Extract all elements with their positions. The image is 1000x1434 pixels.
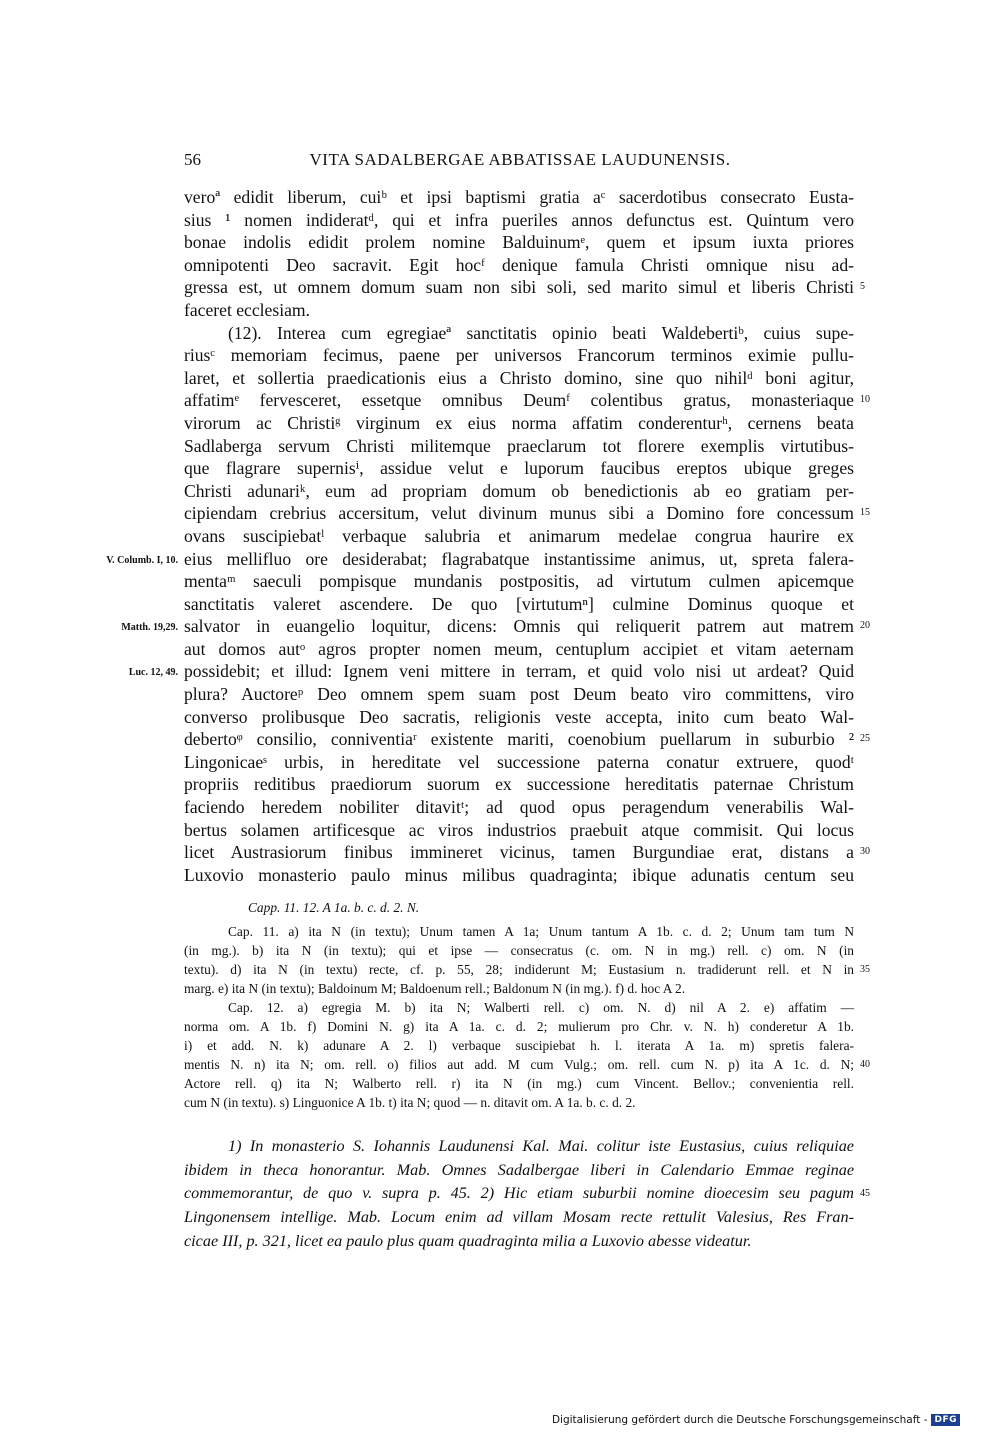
margin-reference: Luc. 12, 49. xyxy=(128,667,178,679)
apparatus-line xyxy=(184,960,870,979)
apparatus-line xyxy=(184,1036,854,1055)
critical-apparatus xyxy=(184,898,870,1112)
text-line xyxy=(184,593,854,616)
text-line xyxy=(184,209,854,232)
apparatus-line-text: Actore rell. q) ita N; Walberto rell. r) ita N (in mg.) cum Vincent. Bellov.; convenientia rell. xyxy=(184,1076,854,1091)
text-line xyxy=(184,367,854,390)
text-line xyxy=(184,254,854,277)
apparatus-line-text: marg. e) ita N (in textu); Baldoinum M; Baldoenum rell.; Baldonum N (in mg.). f) d. hoc A 2. xyxy=(184,981,686,996)
text-line xyxy=(121,615,870,638)
text-line xyxy=(184,570,854,593)
line-number: 15 xyxy=(860,507,870,519)
apparatus-line xyxy=(184,998,854,1017)
text-line-text: Lingonicaeˢ urbis, in hereditate vel successione paterna conatur extruere, quodᵗ xyxy=(184,751,854,772)
apparatus-line xyxy=(184,1055,870,1074)
line-number: 45 xyxy=(860,1188,870,1200)
footnote-line xyxy=(184,1206,854,1230)
apparatus-line-text: Capp. 11. 12. A 1a. b. c. d. 2. N. xyxy=(248,900,420,915)
text-line xyxy=(184,706,854,729)
apparatus-line-text: textu). d) ita N (in textu) recte, cf. p. 55, 28; indiderunt M; Eustasium n. tradiderunt rell. et N in xyxy=(184,962,854,977)
page-number: 56 xyxy=(184,150,201,169)
apparatus-line-text: norma om. A 1b. f) Domini N. g) ita A 1a. c. d. 2; mulierum pro Chr. v. N. h) conderetur A 1b. xyxy=(184,1019,854,1034)
text-line xyxy=(184,231,854,254)
apparatus-line xyxy=(184,1074,854,1093)
text-line xyxy=(128,660,854,683)
text-line xyxy=(184,751,854,774)
running-title: VITA SADALBERGAE ABBATISSAE LAUDUNENSIS. xyxy=(309,150,731,169)
text-line-text: salvator in euangelio loquitur, dicens: Omnis qui reliquerit patrem aut matrem xyxy=(184,616,854,637)
text-line-text: sius ¹ nomen indideratᵈ, qui et infra pueriles annos defunctus est. Quintum vero xyxy=(184,209,854,230)
margin-reference: V. Columb. I, 10. xyxy=(106,554,178,566)
apparatus-line xyxy=(184,922,854,941)
text-line xyxy=(106,548,854,571)
apparatus-line-text: (in mg.). b) ita N (in textu); qui et ipse — consecratus (c. om. N in mg.) rell. c) om. N (in xyxy=(184,943,854,958)
text-line-text: propriis reditibus praediorum suorum ex successione hereditatis paternae Christum xyxy=(184,774,854,795)
text-line xyxy=(184,276,865,299)
text-line-text: converso prolibusque Deo sacratis, religionis veste accepta, inito cum beato Wal- xyxy=(184,706,854,727)
footnote-line-text: commemorantur, de quo v. supra p. 45. 2) Hic etiam suburbii nomine dioecesim seu pagum xyxy=(184,1184,854,1203)
line-number: 5 xyxy=(860,281,865,293)
digitization-credit xyxy=(552,1414,960,1426)
text-line-text: virorum ac Christiᵍ virginum ex eius norma affatim conderenturʰ, cernens beata xyxy=(184,412,854,433)
footnote-line-text: ibidem in theca honorantur. Mab. Omnes Sadalbergae liberi in Calendario Emmae reginae xyxy=(184,1160,854,1179)
footnote-line-text: Lingonensem intellige. Mab. Locum enim ad villam Mosam recte rettulit Valesius, Res Fran- xyxy=(184,1208,854,1227)
text-line-text: possidebit; et illud: Ignem veni mittere in terram, et quid volo nisi ut ardeat? Quid xyxy=(184,661,854,682)
text-line xyxy=(184,322,854,345)
text-line-text: debertoᵠ consilio, conniventiaʳ existente mariti, coenobium puellarum in suburbio ² xyxy=(184,729,854,750)
text-line xyxy=(184,525,854,548)
text-line-text: veroª edidit liberum, cuiᵇ et ipsi baptismi gratia aᶜ sacerdotibus consecrato Eusta- xyxy=(184,187,854,207)
text-line xyxy=(184,457,854,480)
text-line xyxy=(184,864,854,887)
credit-text: Digitalisierung gefördert durch die Deutsche Forschungsgemeinschaft - xyxy=(551,1414,928,1426)
apparatus-line-text: cum N (in textu). s) Linguonice A 1b. t) ita N; quod — n. ditavit om. A 1a. b. c. d. 2. xyxy=(184,1095,636,1110)
apparatus-line-text: mentis N. n) ita N; om. rell. o) filios aut add. M cum Vulg.; om. rell. cum N. p) ita A 1c. d. N; xyxy=(184,1057,854,1072)
text-line xyxy=(184,502,870,525)
line-number: 25 xyxy=(860,733,870,745)
line-number: 20 xyxy=(860,620,870,632)
text-line-text: riusᶜ memoriam fecimus, paene per universos Francorum terminos eximie pullu- xyxy=(184,345,854,366)
text-line xyxy=(184,412,854,435)
text-line xyxy=(184,638,854,661)
text-line-text: Sadlaberga servum Christi militemque praeclarum tot florere exemplis virtutibus- xyxy=(184,435,854,456)
text-line xyxy=(184,344,854,367)
text-line xyxy=(184,389,870,412)
text-line xyxy=(184,435,854,458)
text-line xyxy=(184,683,854,706)
text-line xyxy=(184,841,870,864)
footnote-line xyxy=(184,1182,870,1206)
text-line-text: mentaᵐ saeculi pompisque mundanis postpositis, ad virtutum culmen apicemque xyxy=(184,571,854,592)
apparatus-line xyxy=(184,941,854,960)
apparatus-line-text: Cap. 11. a) ita N (in textu); Unum tamen A 1a; Unum tantum A 1b. c. d. 2; Unum tam tum N xyxy=(228,924,854,939)
apparatus-line xyxy=(184,1093,854,1112)
text-line xyxy=(184,796,854,819)
text-line xyxy=(184,299,854,322)
text-line xyxy=(184,819,854,842)
footnote-line xyxy=(184,1230,854,1254)
text-line xyxy=(184,186,854,209)
text-line-text: (12). Interea cum egregiaeª sanctitatis opinio beati Waldebertiᵇ, cuius supe- xyxy=(228,322,854,343)
text-line-text: aut domos autᵒ agros propter nomen meum, centuplum accipiet et vitam aeternam xyxy=(184,638,854,659)
text-line xyxy=(184,480,854,503)
margin-reference: Matth. 19,29. xyxy=(121,622,178,634)
text-line-text: licet Austrasiorum finibus immineret vicinus, tamen Burgundiae erat, distans a xyxy=(184,842,854,863)
text-line xyxy=(184,773,854,796)
line-number: 30 xyxy=(860,846,870,858)
text-line-text: ovans suscipiebatˡ verbaque salubria et animarum medelae congrua haurire ex xyxy=(184,525,854,546)
text-line-text: Christi adunariᵏ, eum ad propriam domum ob benedictionis ab eo gratiam per- xyxy=(184,480,854,501)
dfg-logo: DFG xyxy=(931,1414,960,1426)
footnote-line xyxy=(184,1135,854,1159)
apparatus-line xyxy=(184,979,854,998)
text-line-text: laret, et sollertia praedicationis eius a Christo domino, sine quo nihilᵈ boni agitur, xyxy=(184,367,854,388)
apparatus-line xyxy=(184,1017,854,1036)
text-line-text: bonae indolis edidit prolem nomine Balduinumᵉ, quem et ipsum iuxta priores xyxy=(184,232,854,253)
text-line-text: affatimᵉ fervesceret, essetque omnibus Deumᶠ colentibus gratus, monasteriaque xyxy=(184,390,854,411)
footnote-line-text: cicae III, p. 321, licet ea paulo plus quam quadraginta milia a Luxovio abesse videatur. xyxy=(184,1231,752,1250)
line-number: 40 xyxy=(860,1059,870,1070)
text-line xyxy=(184,728,870,751)
text-line-text: eius mellifluo ore desiderabat; flagrabatque instantissime animus, ut, spreta falera- xyxy=(184,548,854,569)
line-number: 10 xyxy=(860,394,870,406)
footnote-line xyxy=(184,1159,854,1183)
apparatus-line xyxy=(184,898,854,917)
text-line-text: faciendo heredem nobiliter ditavitᵗ; ad quod opus peragendum venerabilis Wal- xyxy=(184,797,854,818)
text-line-text: Luxovio monasterio paulo minus milibus quadraginta; ibique adunatis centum seu xyxy=(184,864,854,885)
apparatus-line-text: i) et add. N. k) adunare A 2. l) verbaque suscipiebat h. l. iterata A 1a. m) spretis falera- xyxy=(184,1038,854,1053)
main-text xyxy=(106,186,870,886)
text-line-text: bertus solamen artificesque ac viros industrios praebuit atque commisit. Qui locus xyxy=(184,819,854,840)
line-number: 35 xyxy=(860,964,870,975)
text-line-text: plura? Auctoreᵖ Deo omnem spem suam post Deum beato viro committens, viro xyxy=(184,684,854,705)
text-line-text: faceret ecclesiam. xyxy=(184,299,310,320)
text-line-text: omnipotenti Deo sacravit. Egit hocᶠ denique famula Christi omnique nisu ad- xyxy=(184,254,854,275)
text-line-text: que flagrare supernisⁱ, assidue velut e luporum faucibus ereptos ubique greges xyxy=(184,458,854,479)
footnote-line-text: 1) In monasterio S. Iohannis Laudunensi Kal. Mai. colitur iste Eustasius, cuius reliquiae xyxy=(228,1137,854,1155)
text-line-text: gressa est, ut omnem domum suam non sibi soli, sed marito simul et liberis Christi xyxy=(184,277,854,298)
text-line-text: cipiendam crebrius accersitum, velut divinum munus sibi a Domino fore concessum xyxy=(184,503,854,524)
footnotes xyxy=(184,1135,870,1253)
text-line-text: sanctitatis valeret ascendere. De quo [virtutumⁿ] culmine Dominus quoque et xyxy=(184,593,854,614)
page-header xyxy=(184,150,856,176)
apparatus-line-text: Cap. 12. a) egregia M. b) ita N; Walberti rell. c) om. N. d) nil A 2. e) affatim — xyxy=(228,1000,854,1015)
